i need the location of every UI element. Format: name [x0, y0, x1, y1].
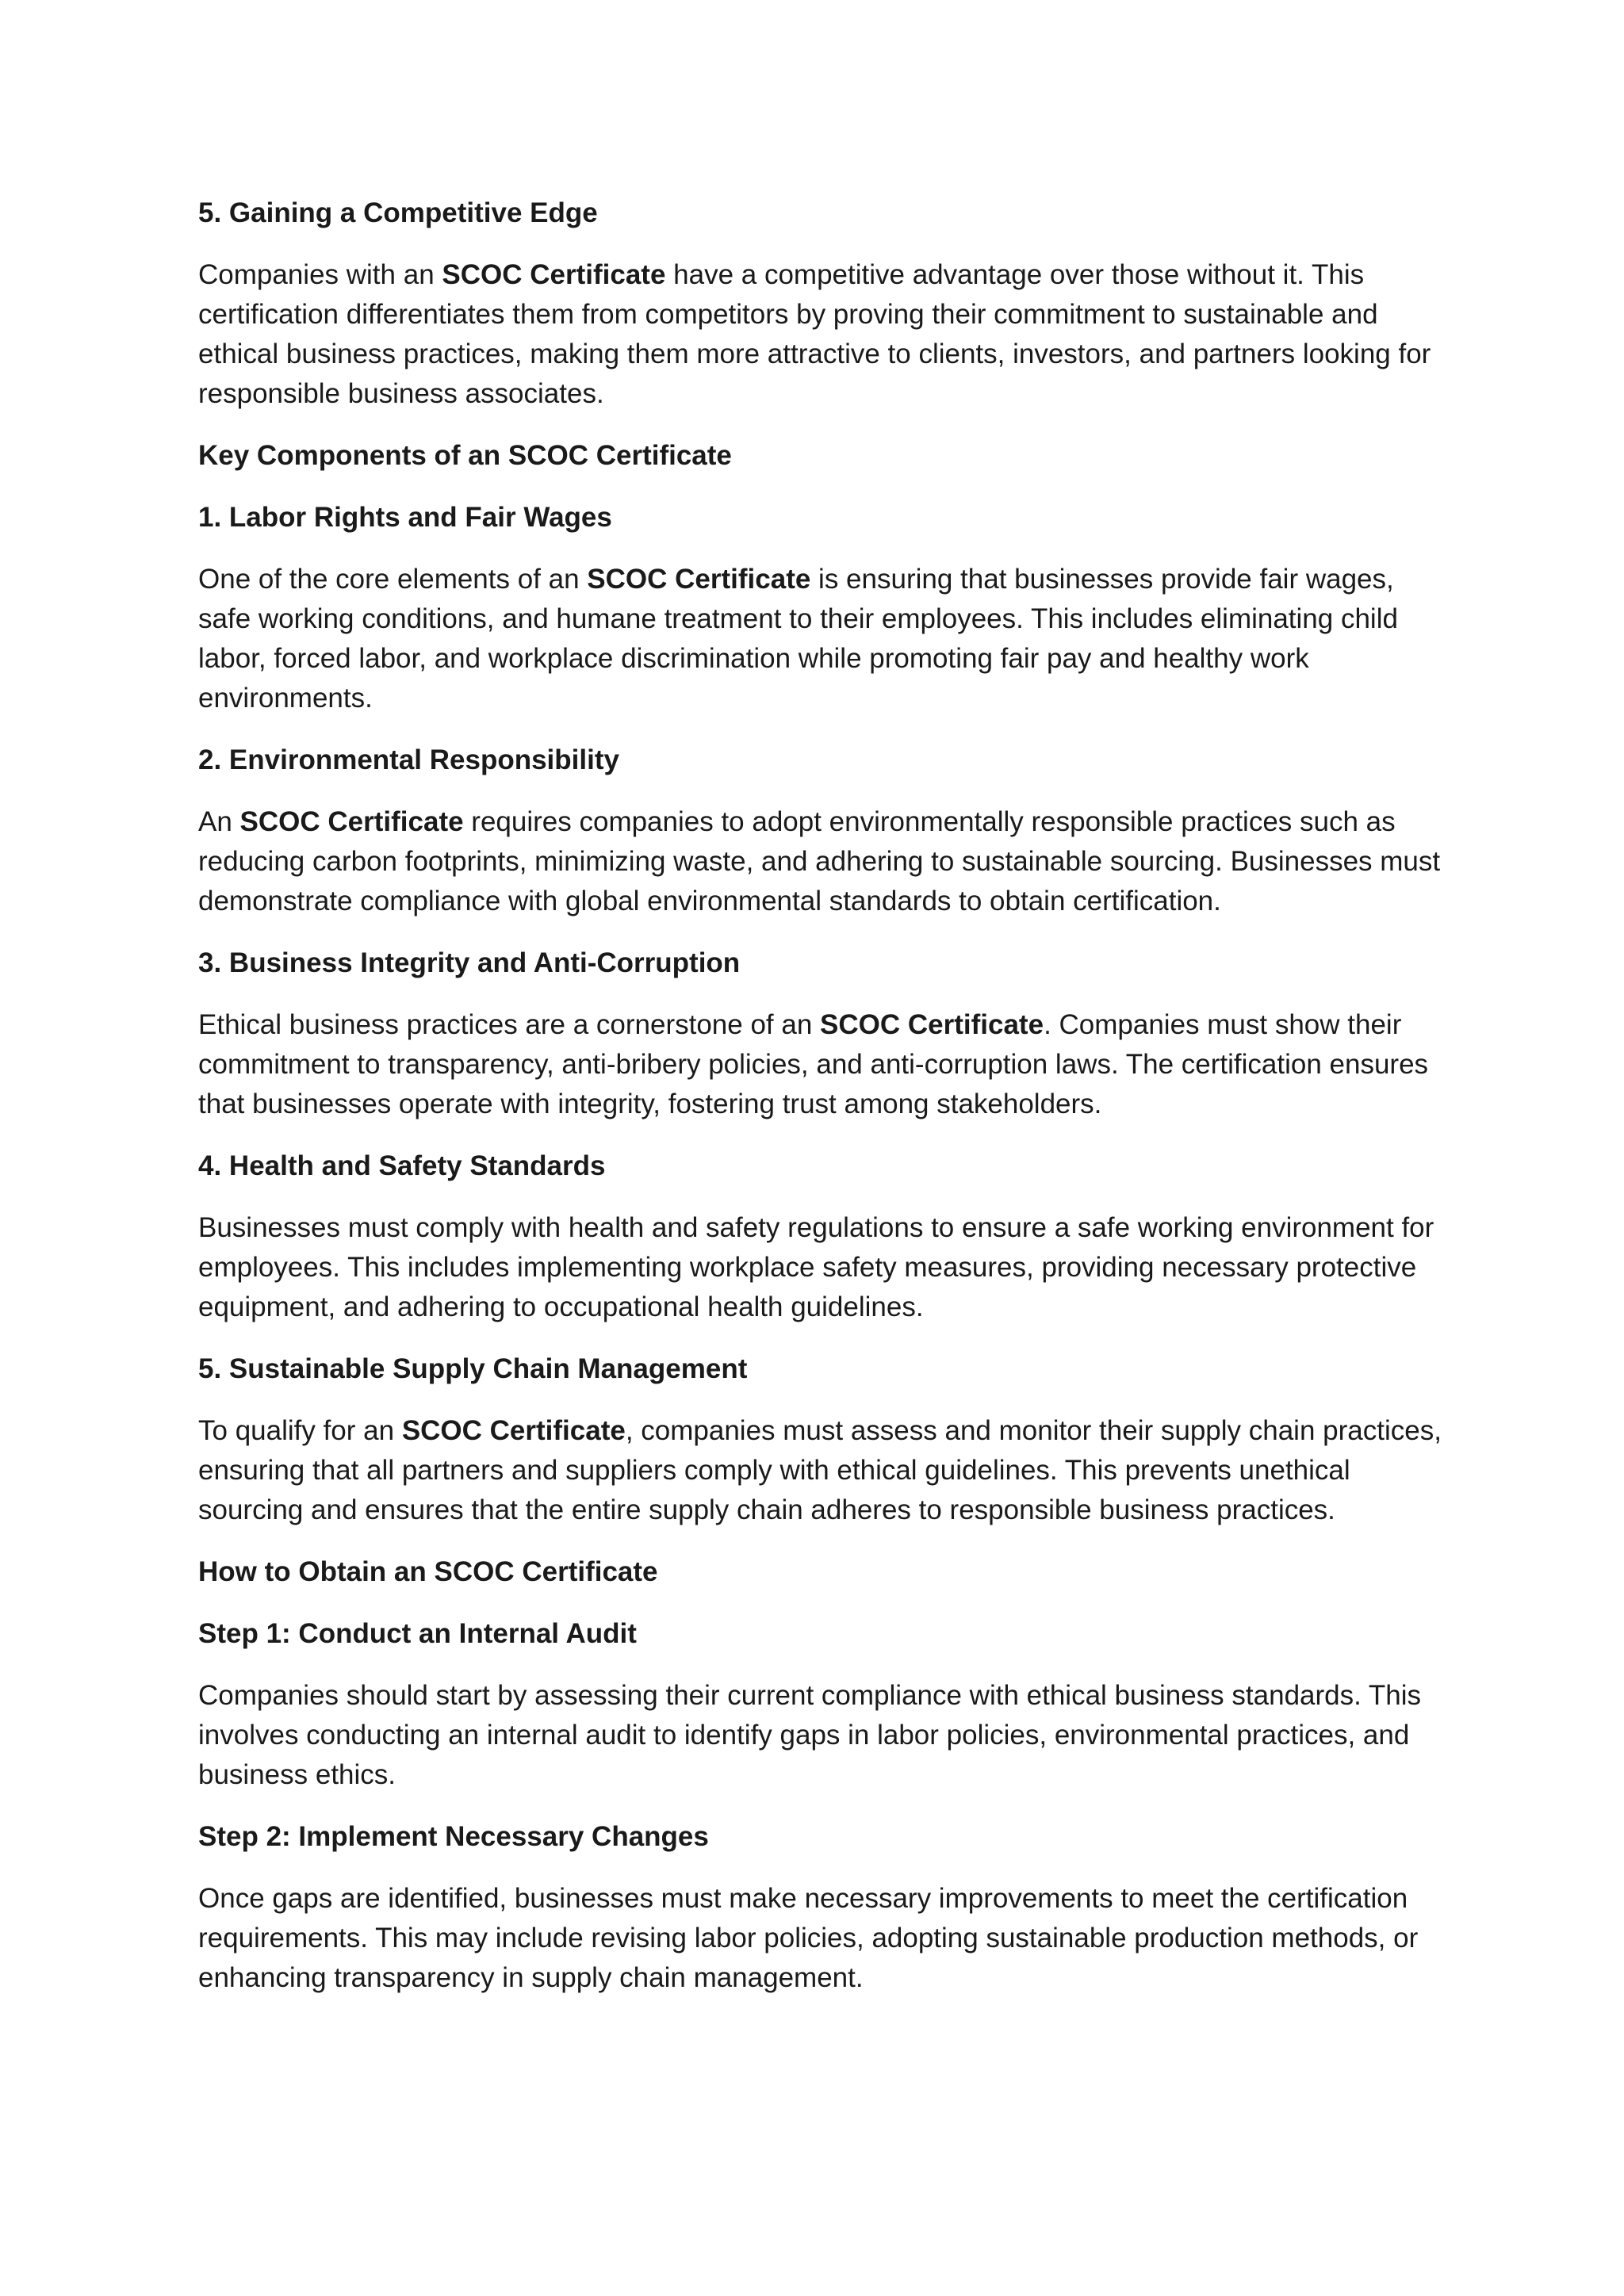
body-paragraph	[198, 802, 1443, 921]
bold-term: SCOC Certificate	[442, 259, 666, 290]
section-heading-4-health-and-safety-standards: 4. Health and Safety Standards	[198, 1150, 606, 1181]
document-page	[198, 193, 1443, 2020]
text-run: is ensuring that businesses provide fair wages, safe working conditions, and humane treatment to their employees. This includes eliminating child labor, forced labor, and workplace discrimination while promoting fair pay and healthy work environments.	[198, 564, 1398, 714]
section-heading-key-components-of-an-scoc-certificate: Key Components of an SCOC Certificate	[198, 440, 732, 471]
bold-term: SCOC Certificate	[401, 1415, 626, 1446]
section-heading-5-gaining-a-competitive-edge: 5. Gaining a Competitive Edge	[198, 197, 598, 228]
body-paragraph	[198, 560, 1443, 718]
body-paragraph	[198, 255, 1443, 414]
body-paragraph	[198, 1005, 1443, 1124]
text-run: One of the core elements of an	[198, 564, 588, 595]
body-paragraph	[198, 1411, 1443, 1530]
text-run: Companies with an	[198, 259, 442, 290]
body-paragraph	[198, 1676, 1443, 1795]
section-heading-3-business-integrity-and-anti-corruption: 3. Business Integrity and Anti-Corruption	[198, 947, 741, 978]
section-heading-step-1-conduct-an-internal-audit: Step 1: Conduct an Internal Audit	[198, 1618, 637, 1649]
bold-term: SCOC Certificate	[239, 806, 464, 837]
text-run: Companies should start by assessing their current compliance with ethical business standards. This involves conducting an internal audit to identify gaps in labor policies, environmental practices, and business ethics.	[198, 1680, 1422, 1790]
section-heading-step-2-implement-necessary-changes: Step 2: Implement Necessary Changes	[198, 1821, 709, 1852]
text-run: have a competitive advantage over those without it. This certification differentiates them from competitors by proving their commitment to sustainable and ethical business practices, making them more attractive to clients, investors, and partners looking for responsible business associates.	[198, 259, 1431, 409]
bold-term: SCOC Certificate	[820, 1009, 1044, 1040]
text-run: To qualify for an	[198, 1415, 402, 1446]
section-heading-1-labor-rights-and-fair-wages: 1. Labor Rights and Fair Wages	[198, 502, 612, 533]
text-run: Ethical business practices are a cornerstone of an	[198, 1009, 821, 1040]
text-run: Once gaps are identified, businesses must make necessary improvements to meet the certification requirements. This may include revising labor policies, adopting sustainable production methods, or enhancing transparency in supply chain management.	[198, 1883, 1419, 1993]
bold-term: SCOC Certificate	[587, 564, 811, 595]
body-paragraph	[198, 1208, 1443, 1327]
text-run: requires companies to adopt environmentally responsible practices such as reducing carbon footprints, minimizing waste, and adhering to sustainable sourcing. Businesses must demonstrate compliance with global environmental standards to obtain certification.	[198, 806, 1441, 916]
text-run: Businesses must comply with health and safety regulations to ensure a safe working environment for employees. This includes implementing workplace safety measures, providing necessary protective equipment, and adhering to occupational health guidelines.	[198, 1212, 1434, 1322]
section-heading-how-to-obtain-an-scoc-certificate: How to Obtain an SCOC Certificate	[198, 1556, 658, 1587]
text-run: An	[198, 806, 240, 837]
text-run: . Companies must show their commitment to transparency, anti-bribery policies, and anti-corruption laws. The certification ensures that businesses operate with integrity, fostering trust among stakeholders.	[198, 1009, 1429, 1119]
text-run: , companies must assess and monitor their supply chain practices, ensuring that all partners and suppliers comply with ethical guidelines. This prevents unethical sourcing and ensures that the entire supply chain adheres to responsible business practices.	[198, 1415, 1442, 1525]
section-heading-5-sustainable-supply-chain-management: 5. Sustainable Supply Chain Management	[198, 1353, 748, 1384]
section-heading-2-environmental-responsibility: 2. Environmental Responsibility	[198, 744, 619, 775]
body-paragraph	[198, 1879, 1443, 1998]
